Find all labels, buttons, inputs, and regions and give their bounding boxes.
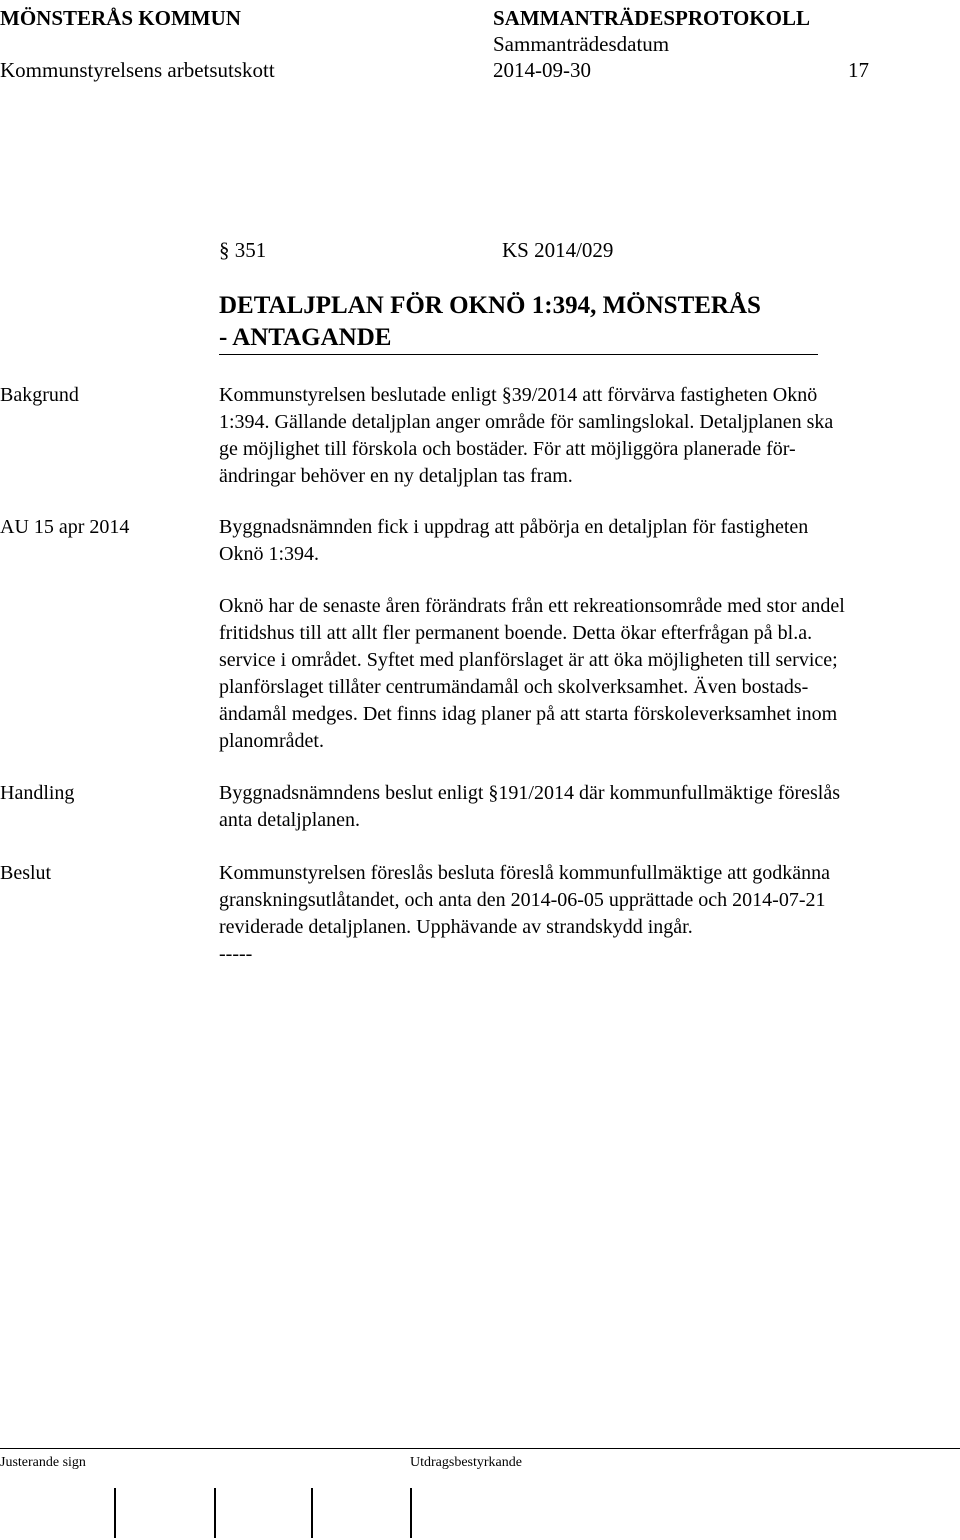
justerande-sign-label: Justerande sign <box>0 1455 86 1470</box>
beslut-label: Beslut <box>0 862 52 884</box>
text-line: ge möjlighet till förskola och bostäder. För att möjliggöra planerade för- <box>219 438 796 460</box>
text-line: 1:394. Gällande detaljplan anger område för samlingslokal. Detaljplanen ska <box>219 411 834 433</box>
section-paragraph <box>219 237 266 264</box>
text-line: ändamål medges. Det finns idag planer på att starta förskoleverksamhet inom <box>219 703 838 725</box>
page-number: 17 <box>848 58 869 82</box>
text-line: planförslaget tillåter centrumändamål och skolverksamhet. Även bostads- <box>219 676 809 698</box>
date-label: Sammanträdesdatum <box>493 32 670 56</box>
meeting-date: 2014-09-30 <box>493 58 591 82</box>
signature-box-divider <box>214 1488 216 1538</box>
text-line-part: Kommunstyrelsen beslutade enligt <box>219 384 502 406</box>
text-line: service i området. Syftet med planförslaget är att öka möjligheten till service; <box>219 649 838 671</box>
title-underline <box>219 354 818 355</box>
text-line: fritidshus till att allt fler permanent boende. Detta ökar efterfrågan på bl.a. <box>219 622 813 644</box>
footer-divider <box>0 1448 960 1449</box>
org-name: MÖNSTERÅS KOMMUN <box>0 6 241 30</box>
utdragsbestyrkande-label: Utdragsbestyrkande <box>410 1455 522 1470</box>
signature-box-divider <box>311 1488 313 1538</box>
section-sign-icon: § <box>501 384 512 406</box>
bakgrund-text <box>219 382 949 490</box>
text-line: Byggnadsnämnden fick i uppdrag att påbörja en detaljplan för fastigheten <box>219 516 809 538</box>
text-line: Oknö 1:394. <box>219 543 319 565</box>
text-line: reviderade detaljplanen. Upphävande av strandskydd ingår. <box>219 916 693 938</box>
text-line <box>219 780 949 807</box>
text-line: ändringar behöver en ny detaljplan tas fram. <box>219 465 573 487</box>
page-title-line-1: DETALJPLAN FÖR OKNÖ 1:394, MÖNSTERÅS <box>219 292 761 319</box>
text-line: ----- <box>219 943 253 965</box>
okno-text <box>219 593 949 755</box>
text-line: Kommunstyrelsen föreslås besluta föreslå kommunfullmäktige att godkänna <box>219 862 830 884</box>
text-line-part: 39/2014 att förvärva fastigheten Oknö <box>511 384 818 406</box>
text-line-part: 191/2014 där kommunfullmäktige föreslås <box>498 782 841 804</box>
signature-box-divider <box>114 1488 116 1538</box>
au-text <box>219 514 949 568</box>
document-type: SAMMANTRÄDESPROTOKOLL <box>493 6 810 30</box>
text-line: granskningsutlåtandet, och anta den 2014-06-05 upprättade och 2014-07-21 <box>219 889 826 911</box>
text-line: Oknö har de senaste åren förändrats från ett rekreationsområde med stor andel <box>219 595 845 617</box>
text-line: anta detaljplanen. <box>219 809 361 831</box>
beslut-text <box>219 860 949 968</box>
bakgrund-label: Bakgrund <box>0 384 79 406</box>
case-number: KS 2014/029 <box>502 238 614 262</box>
committee-name: Kommunstyrelsens arbetsutskott <box>0 58 275 82</box>
text-line <box>219 382 949 409</box>
handling-text <box>219 780 949 834</box>
section-sign-icon: § <box>219 238 230 262</box>
au-date-label: AU 15 apr 2014 <box>0 516 130 538</box>
section-sign-icon: § <box>488 782 499 804</box>
handling-label: Handling <box>0 782 75 804</box>
page-title-line-2: - ANTAGANDE <box>219 324 392 351</box>
text-line-part: Byggnadsnämndens beslut enligt <box>219 782 489 804</box>
section-number: 351 <box>234 238 267 262</box>
signature-box-divider <box>410 1488 412 1538</box>
text-line: planområdet. <box>219 730 324 752</box>
